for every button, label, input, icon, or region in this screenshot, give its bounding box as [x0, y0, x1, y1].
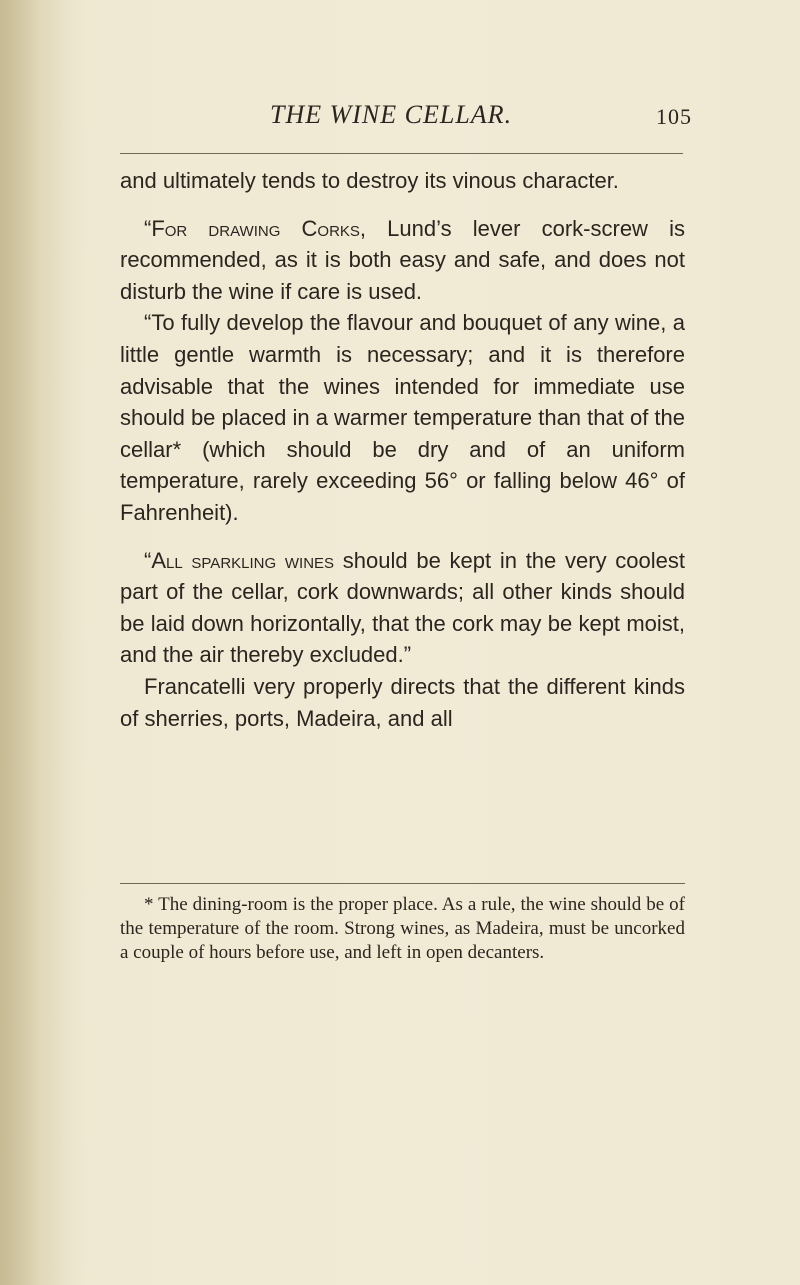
paragraph-text: Lund’s lever cork-screw is recommended, as it is both easy and safe, and does not disturb the wine if care is used. — [120, 215, 685, 304]
paragraph-francatelli: Francatelli very properly directs that the different kinds of sherries, ports, Madeira, and all — [120, 673, 685, 731]
paragraph-text: (which should be dry and of an uniform temperature, rarely exceeding 56° or falling below 46° of Fahrenheit). — [120, 436, 685, 525]
paragraph-lead-in: All sparkling wines — [151, 547, 335, 573]
running-head-title: THE WINE CELLAR. — [270, 100, 513, 129]
open-quote: “ — [144, 547, 152, 573]
footnote-marker: * — [172, 436, 182, 462]
footnote-text: * The dining-room is the proper place. As a rule, the wine should be of the temperature of the room. Strong wines, as Madeira, must be uncorked a couple of hours before use, and left in open decanters. — [120, 894, 685, 963]
open-quote: “ — [144, 215, 152, 241]
paragraph-drawing-corks — [120, 213, 685, 308]
binding-shadow — [0, 0, 70, 1285]
page-number: 105 — [656, 104, 692, 129]
paragraph-flavour — [120, 307, 685, 528]
body-text — [120, 165, 685, 734]
footnote-rule — [120, 883, 685, 884]
paragraph-text: “To fully develop the flavour and bouquet of any wine, a little gentle warmth is necessary; and it is therefore advisable that the wines intended for immediate use should be placed in a warmer temperature than that of the cellar — [120, 310, 686, 462]
paragraph-continuation: and ultimately tends to destroy its vinous character. — [120, 168, 619, 193]
paragraph-lead-in: For drawing Corks, — [151, 215, 367, 241]
paragraph-sparkling-wines — [120, 545, 685, 671]
footnote — [120, 893, 685, 965]
paragraph-text: should be kept in the very coolest part of the cellar, cork downwards; all other kinds should be laid down horizontally, that the cork may be kept moist, and the air thereby excluded.” — [120, 547, 685, 668]
header-rule — [120, 153, 683, 154]
